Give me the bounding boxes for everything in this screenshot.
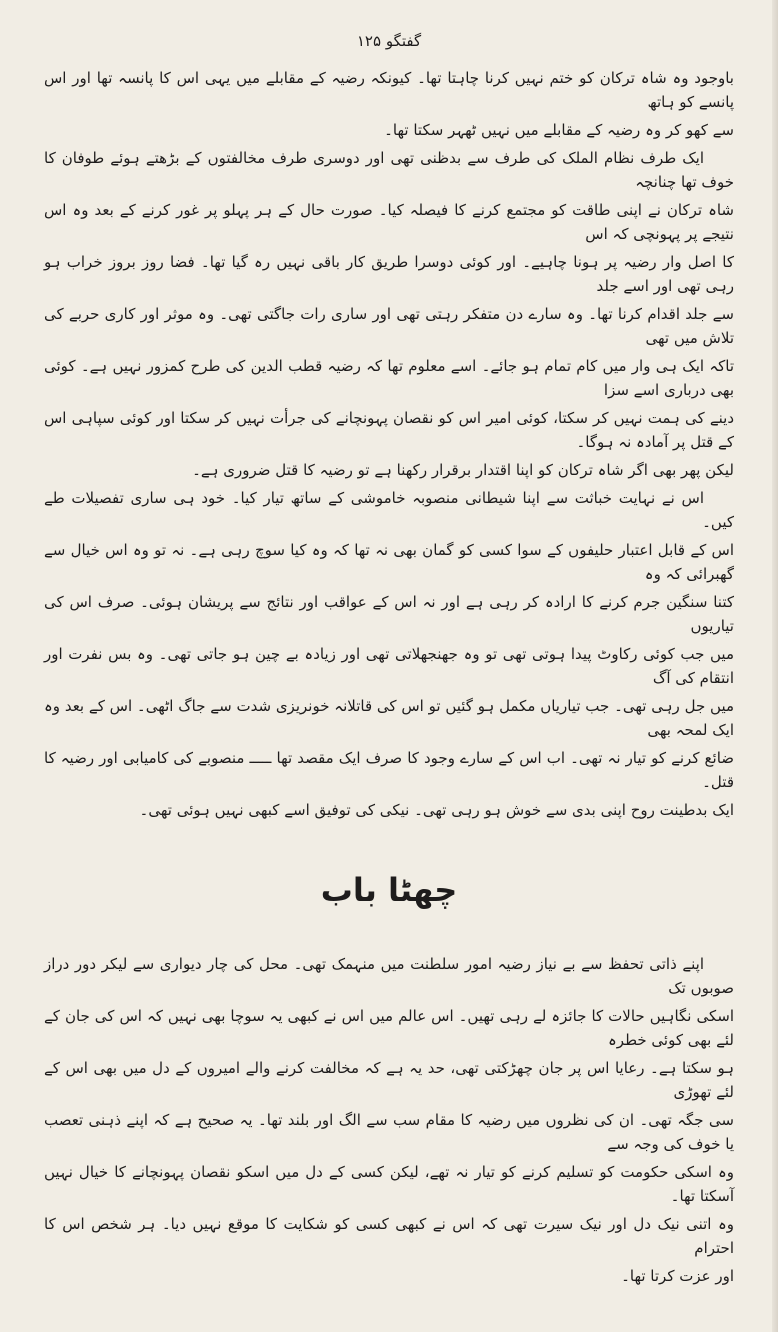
text-line: کا اصل وار رضیہ پر ہونا چاہیے۔ اور کوئی دوسرا طریق کار باقی نہیں رہ گیا تھا۔ فضا روز بروز خراب ہو رہی تھی اور اسے جلد: [44, 253, 734, 295]
text-line: ایک بدطینت روح اپنی بدی سے خوش ہو رہی تھی۔ نیکی کی توفیق اسے کبھی نہیں ہوئی تھی۔: [139, 801, 734, 819]
text-line: میں جل رہی تھی۔ جب تیاریاں مکمل ہو گئیں تو اس کی قاتلانہ خونریزی شدت سے جاگ اٹھی۔ اس کے بعد وہ ایک لمحہ بھی: [44, 697, 734, 739]
text-line: اس کے قابل اعتبار حلیفوں کے سوا کسی کو گمان بھی نہ تھا کہ وہ کیا سوچ رہی ہے۔ نہ تو وہ اس خیال سے گھبرائی کہ وہ: [44, 541, 734, 583]
text-line: اور عزت کرتا تھا۔: [621, 1267, 734, 1285]
chapter-title: چھٹا باب: [320, 871, 458, 909]
text-line: سی جگہ تھی۔ ان کی نظروں میں رضیہ کا مقام سب سے الگ اور بلند تھا۔ یہ صحیح ہے کہ اپنے ذہنی تعصب یا خوف کی وجہ سے: [44, 1111, 734, 1153]
text-line: کتنا سنگین جرم کرنے کا ارادہ کر رہی ہے اور نہ اس کے عواقب اور نتائج سے پریشان ہوئی۔ صرف اس کی تیاریوں: [44, 593, 734, 635]
text-line: اپنے ذاتی تحفظ سے بے نیاز رضیہ امور سلطنت میں منہمک تھی۔ محل کی چار دیواری سے لیکر دور دراز صوبوں تک: [44, 955, 734, 997]
text-line: میں جب کوئی رکاوٹ پیدا ہوتی تھی تو وہ جھنجھلاتی تھی اور زیادہ بے چین ہو جاتی تھی۔ وہ بس نفرت اور انتقام کی آگ: [44, 645, 734, 687]
text-line: باوجود وہ شاہ ترکان کو ختم نہیں کرنا چاہتا تھا۔ کیونکہ رضیہ کے مقابلے میں یہی اس کا پانسہ تھا اور اس پانسے کو ہاتھ: [44, 69, 734, 111]
text-line: وہ اسکی حکومت کو تسلیم کرنے کو تیار نہ تھے، لیکن کسی کے دل میں اسکو نقصان پہونچانے کا خیال نہیں آسکتا تھا۔: [44, 1163, 734, 1205]
text-line: ہو سکتا ہے۔ رعایا اس پر جان چھڑکتی تھی، حد یہ ہے کہ مخالفت کرنے والے امیروں کے دل میں بھی اس کے لئے تھوڑی: [44, 1059, 734, 1101]
text-line: سے جلد اقدام کرنا تھا۔ وہ سارے دن متفکر رہتی تھی اور ساری رات جاگتی تھی۔ وہ موثر اور کاری حربے کی تلاش میں تھی: [44, 305, 734, 347]
text-line: ایک طرف نظام الملک کی طرف سے بدظنی تھی اور دوسری طرف مخالفتوں کے بڑھتے ہوئے طوفان کا خوف تھا چنانچہ: [44, 149, 734, 191]
text-line: ضائع کرنے کو تیار نہ تھی۔ اب اس کے سارے وجود کا صرف ایک مقصد تھا ـــــ منصوبے کی کامیابی اور رضیہ کا قتل۔: [44, 749, 734, 791]
text-line: سے کھو کر وہ رضیہ کے مقابلے میں نہیں ٹھہر سکتا تھا۔: [384, 121, 734, 139]
running-header-page-number: گفتگو ۱۲۵: [356, 32, 422, 50]
text-line: دینے کی ہمت نہیں کر سکتا، کوئی امیر اس کو نقصان پہونچانے کی جرأت نہیں کر سکتا اور کوئی سپاہی اس کے قتل پر آمادہ نہ ہوگا۔: [44, 409, 734, 451]
text-line: شاہ ترکان نے اپنی طاقت کو مجتمع کرنے کا فیصلہ کیا۔ صورت حال کے ہر پہلو پر غور کرنے کے بعد وہ اس نتیجے پر پہونچی کہ اس: [44, 201, 734, 243]
text-line: تاکہ ایک ہی وار میں کام تمام ہو جائے۔ اسے معلوم تھا کہ رضیہ قطب الدین کی طرح کمزور نہیں ہے۔ کوئی بھی درباری اسے سزا: [44, 357, 734, 399]
text-line: اسکی نگاہیں حالات کا جائزہ لے رہی تھیں۔ اس عالم میں اس نے کبھی یہ سوچا بھی نہیں کہ اس کی جان کے لئے بھی کوئی خطرہ: [44, 1007, 734, 1049]
text-line: اس نے نہایت خباثت سے اپنا شیطانی منصوبہ خاموشی کے ساتھ تیار کیا۔ خود ہی ساری تفصیلات طے کیں۔: [44, 489, 734, 531]
page-edge-shadow: [772, 0, 778, 1332]
text-line: وہ اتنی نیک دل اور نیک سیرت تھی کہ اس نے کبھی کسی کو شکایت کا موقع نہیں دیا۔ ہر شخص اس کا احترام: [44, 1215, 734, 1257]
text-line: لیکن پھر بھی اگر شاہ ترکان کو اپنا اقتدار برقرار رکھنا ہے تو رضیہ کا قتل ضروری ہے۔: [192, 461, 734, 479]
